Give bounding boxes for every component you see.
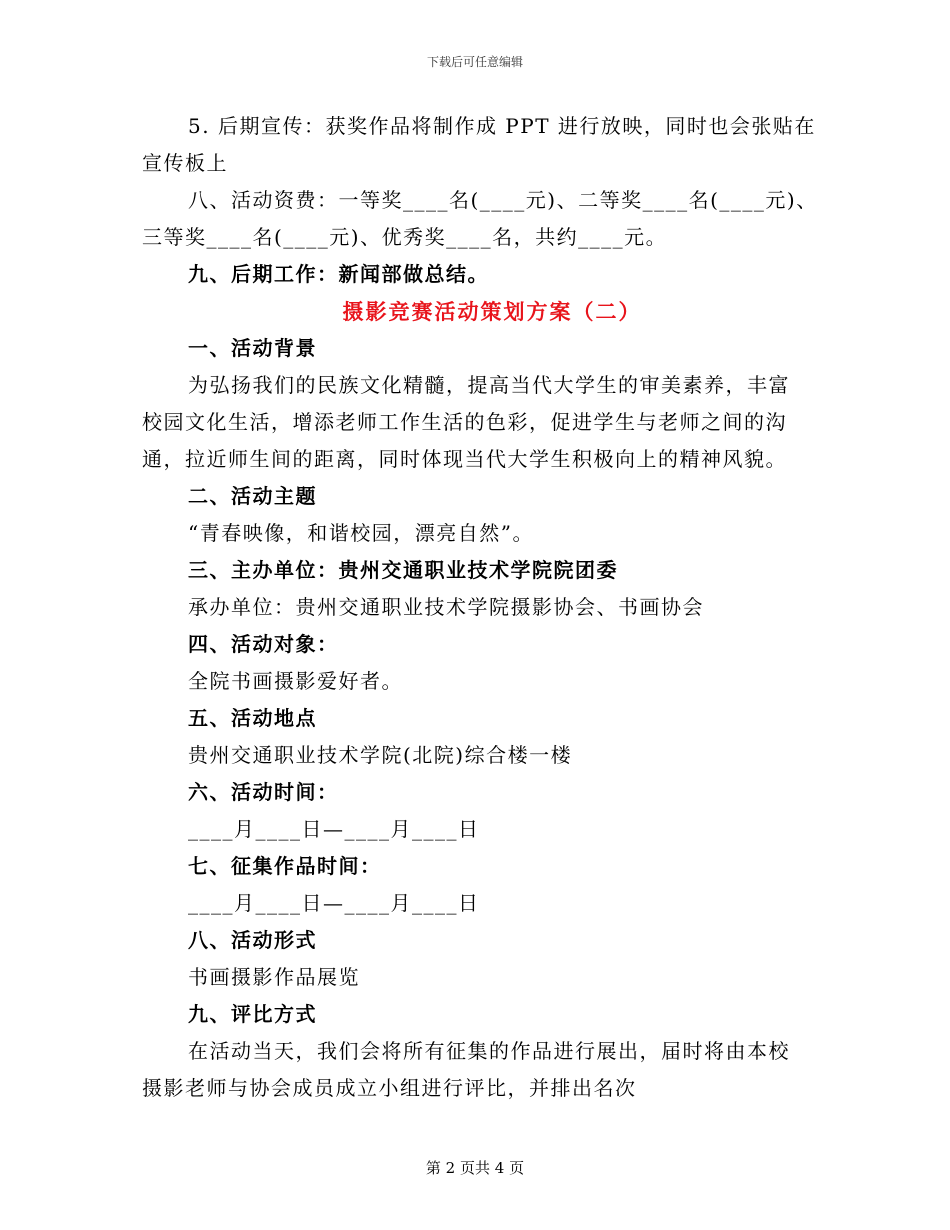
section-heading: 三、主办单位：贵州交通职业技术学院院团委 — [188, 558, 618, 582]
section-heading: 二、活动主题 — [188, 484, 317, 508]
page-header: 下载后可任意编辑 — [426, 55, 523, 69]
document-title: 摄影竞赛活动策划方案（二） — [342, 299, 642, 324]
section-heading: 五、活动地点 — [188, 706, 317, 730]
document-body — [142, 108, 818, 1107]
section-heading: 六、活动时间： — [188, 780, 339, 804]
paragraph-line: 承办单位：贵州交通职业技术学院摄影协会、书画协会 — [188, 595, 704, 619]
paragraph-line: 三等奖____名(____元)、优秀奖____名，共约____元。 — [142, 225, 668, 249]
paragraph-line: 书画摄影作品展览 — [188, 965, 360, 989]
paragraph-line: 全院书画摄影爱好者。 — [188, 669, 403, 693]
paragraph-line: “青春映像，和谐校园，漂亮自然”。 — [188, 521, 534, 545]
paragraph-line: 贵州交通职业技术学院(北院)综合楼一楼 — [188, 743, 573, 767]
paragraph-line: 八、活动资费：一等奖____名(____元)、二等奖____名(____元)、 — [188, 188, 818, 212]
paragraph-line: 为弘扬我们的民族文化精髓，提高当代大学生的审美素养，丰富 — [188, 373, 790, 397]
section-heading: 九、后期工作：新闻部做总结。 — [188, 262, 489, 286]
section-heading: 四、活动对象： — [188, 632, 339, 656]
paragraph-line: 在活动当天，我们会将所有征集的作品进行展出，届时将由本校 — [188, 1039, 790, 1063]
paragraph-line: 通，拉近师生间的距离，同时体现当代大学生积极向上的精神风貌。 — [142, 447, 787, 471]
section-heading: 一、活动背景 — [188, 336, 317, 360]
section-heading: 九、评比方式 — [188, 1002, 317, 1026]
section-heading: 七、征集作品时间： — [188, 854, 382, 878]
paragraph-line: 5. 后期宣传：获奖作品将制作成 PPT 进行放映，同时也会张贴在 — [188, 114, 816, 138]
section-heading: 八、活动形式 — [188, 928, 317, 952]
page-footer: 第 2 页共 4 页 — [425, 1159, 525, 1177]
paragraph-line: 宣传板上 — [142, 151, 228, 175]
paragraph-line: ____月____日—____月____日 — [188, 817, 480, 841]
paragraph-line: 摄影老师与协会成员成立小组进行评比，并排出名次 — [142, 1076, 637, 1100]
paragraph-line: 校园文化生活，增添老师工作生活的色彩，促进学生与老师之间的沟 — [142, 410, 787, 434]
paragraph-line: ____月____日—____月____日 — [188, 891, 480, 915]
